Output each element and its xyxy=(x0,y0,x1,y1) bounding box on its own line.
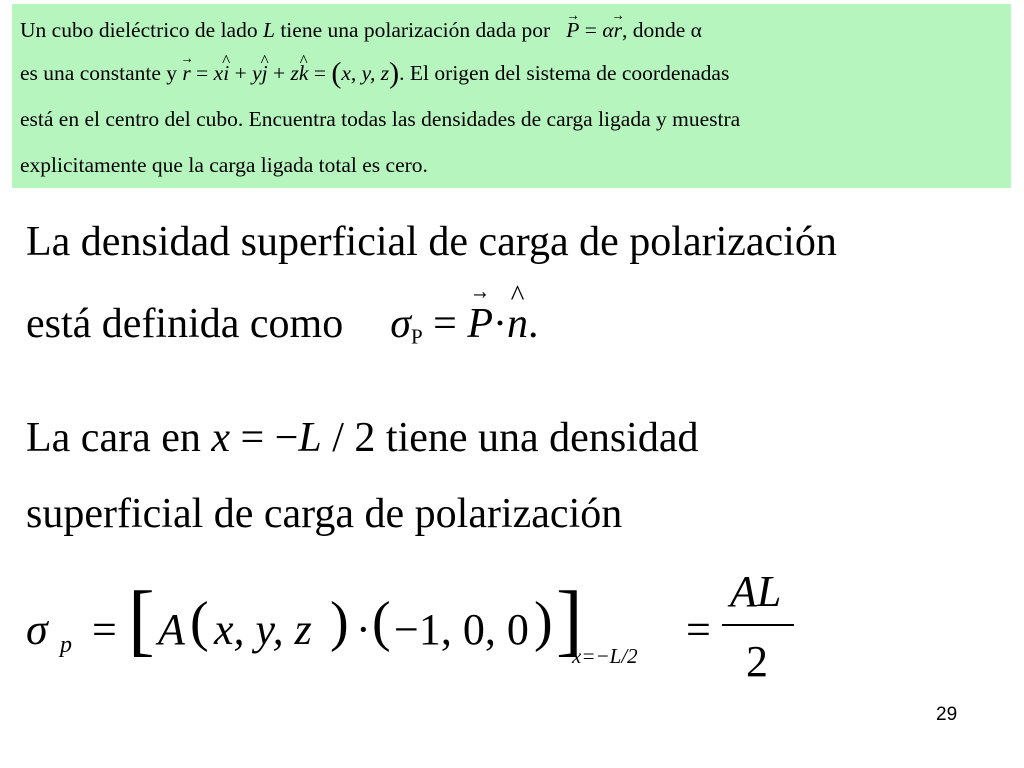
over-two: / 2 xyxy=(321,415,376,461)
left-paren: ( xyxy=(331,55,342,90)
equals-sign: = xyxy=(433,301,457,347)
face-text: La cara en xyxy=(26,415,201,461)
right-paren: ) xyxy=(389,55,400,90)
plus-sign: + xyxy=(273,61,286,85)
symbol-L: L xyxy=(262,18,275,42)
problem-text: Un cubo dieléctrico de lado xyxy=(20,18,258,42)
definition-line-2 xyxy=(26,300,538,349)
unit-vector-k: ^ k xyxy=(299,50,309,96)
symbol-L: L xyxy=(298,415,322,461)
fraction-numerator: AL xyxy=(730,567,782,616)
coordinates: x, y, z xyxy=(341,61,390,85)
equals-sign: = xyxy=(686,605,711,654)
equals-sign: = xyxy=(313,61,326,85)
equals-sign: = xyxy=(196,61,209,85)
symbol-sigma: σ xyxy=(26,605,48,654)
problem-line-3: está en el centro del cubo. Encuentra todas las densidades de carga ligada y muestra xyxy=(20,107,741,131)
problem-text: tiene una polarización dada por xyxy=(280,18,551,42)
left-paren: ( xyxy=(190,591,209,653)
surface-charge-formula xyxy=(26,567,816,700)
right-bracket: ] xyxy=(556,576,583,664)
face-line-2: superficial de carga de polarización xyxy=(26,491,623,537)
face-line-1 xyxy=(26,414,698,462)
problem-text: . El origen del sistema de coordenadas xyxy=(399,61,730,85)
unit-vector-j: ^ j xyxy=(262,50,268,96)
fraction-denominator: 2 xyxy=(746,637,768,686)
dot-product: · xyxy=(492,301,507,347)
left-bracket: [ xyxy=(128,576,155,664)
minus-sign: − xyxy=(274,415,299,461)
vector-P: → P xyxy=(467,300,493,348)
subscript-P: P xyxy=(410,324,423,349)
equals-sign: = xyxy=(240,415,265,461)
normal-vector-components: −1, 0, 0 xyxy=(394,605,529,654)
vector-r: → r xyxy=(182,50,190,96)
right-paren: ) xyxy=(330,591,349,653)
vector-r: → r xyxy=(614,10,622,50)
subscript-p: p xyxy=(60,632,72,658)
fraction-bar xyxy=(722,624,794,626)
coordinates: x, y, z xyxy=(214,605,312,654)
definition-text: está definida como xyxy=(26,301,344,347)
dot-product: · xyxy=(356,605,371,654)
face-text: tiene una densidad xyxy=(385,415,699,461)
problem-text: es una constante y xyxy=(20,61,178,85)
symbol-x: x xyxy=(213,61,224,85)
equals-sign: = xyxy=(584,18,597,42)
left-paren: ( xyxy=(372,591,391,653)
plus-sign: + xyxy=(234,61,247,85)
problem-statement-box xyxy=(12,4,1011,188)
unit-vector-i: ^ i xyxy=(223,50,229,96)
symbol-x: x xyxy=(211,415,231,461)
problem-line-1 xyxy=(20,10,1003,50)
definition-line-1: La densidad superficial de carga de polarización xyxy=(26,219,837,265)
problem-line-4: explicitamente que la carga ligada total es cero. xyxy=(20,153,428,177)
equals-sign: = xyxy=(92,605,117,654)
problem-line-2 xyxy=(20,50,1003,96)
period: . xyxy=(527,301,539,347)
symbol-z: z xyxy=(290,61,299,85)
symbol-A: A xyxy=(158,605,185,654)
problem-text: , donde α xyxy=(621,18,702,42)
vector-P: → P xyxy=(566,10,579,50)
right-paren: ) xyxy=(534,591,553,653)
evaluation-subscript: x=−L/2 xyxy=(572,644,638,668)
symbol-y: y xyxy=(252,61,262,85)
symbol-alpha: α xyxy=(602,18,614,42)
symbol-sigma: σ xyxy=(390,301,411,347)
normal-vector-n: ^ n xyxy=(507,300,528,348)
page-number: 29 xyxy=(936,704,958,725)
